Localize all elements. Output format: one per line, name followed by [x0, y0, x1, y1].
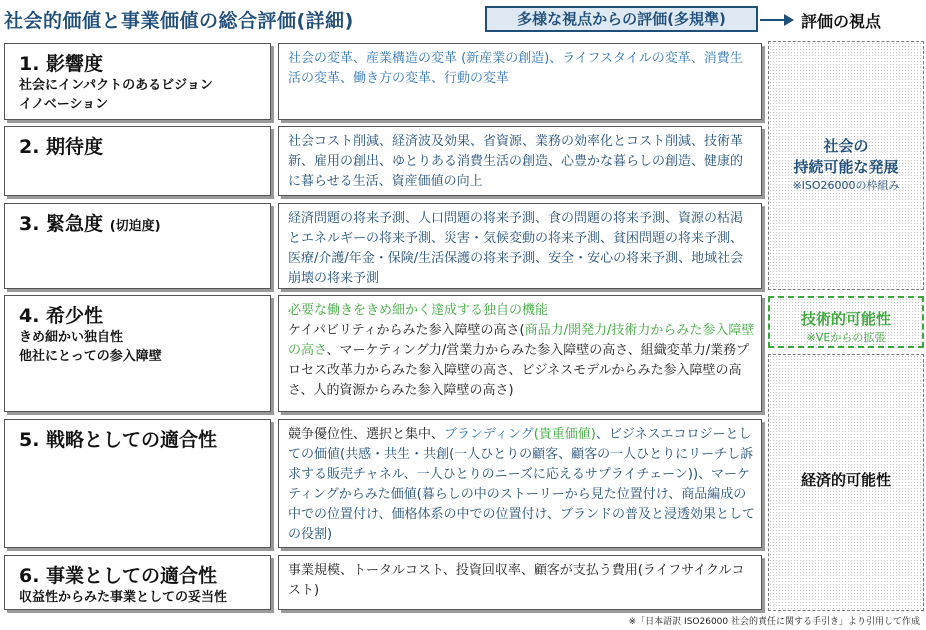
criterion-strategic-fit	[4, 419, 271, 548]
description-text: 、ビジネスエコロジーとしての価値(共感・共生・共創(一人ひとりの顧客、顧客の一人ひとりにリーチし訴求する販売チャネル、一人ひとりのニーズに応えるサプライチェーン))、マーケティングからみた価値(暮らしの中のストーリーから見た位置付け、商品編成の中での位置付け、価格体系の中での位置付け、ブランドの普及と浸透効果としての役割)	[288, 427, 755, 542]
criterion-rarity	[4, 295, 271, 412]
criterion-sub: きめ細かい独自性	[19, 330, 124, 345]
side-label: 技術的可能性	[800, 310, 891, 328]
side-technical-feasibility	[768, 296, 924, 348]
description-text: 、マーケティング力/営業力からみた参入障壁の高さ、組織変革力/業務プロセス改革力からみた参入障壁の高さ、ビジネスモデルからみた参入障壁の高さ、人的資源からみた参入障壁の高さ)	[288, 343, 750, 398]
criterion-sub: 他社にとっての参入障壁	[19, 349, 162, 364]
criterion-sub: 収益性からみた事業としての妥当性	[19, 590, 228, 605]
description-strategic-fit	[278, 419, 762, 548]
description-impact	[278, 43, 762, 120]
page-title: 社会的価値と事業価値の総合評価(詳細)	[4, 10, 354, 32]
side-social-sustainability	[768, 41, 924, 290]
criterion-sub: 社会にインパクトのあるビジョン	[19, 78, 213, 93]
criterion-business-fit	[4, 555, 271, 610]
description-text: 社会コスト削減、経済波及効果、省資源、業務の効率化とコスト削減、技術革新、雇用の創出、ゆとりある消費生活の創造、心豊かな暮らしの創造、健康的に暮らせる生活、資産価値の向上	[288, 134, 744, 189]
arrow-line	[760, 19, 786, 21]
side-note: ※VEからの拡張	[806, 331, 886, 344]
description-rarity	[278, 295, 762, 412]
criterion-name: 6. 事業としての適合性	[19, 565, 218, 587]
description-text: 商品力/開発力/技術力からみた参入障壁の高さ	[288, 323, 755, 358]
description-text: 必要な働きをきめ細かく達成する独自の機能	[288, 303, 549, 318]
description-text: 経済問題の将来予測、人口問題の将来予測、食の問題の将来予測、資源の枯渇とエネルギーの将来予測、災害・気候変動の将来予測、貧困問題の将来予測、医療/介護/年金・保険/生活保護の将来予測、安全・安心の将来予測、地域社会崩壊の将来予測	[288, 211, 744, 286]
description-text: 事業規模、トータルコスト、投資回収率、顧客が支払う費用(ライフサイクルコスト)	[288, 563, 745, 598]
side-note: ※ISO26000の枠組み	[792, 179, 900, 192]
description-text: 社会の変革、産業構造の変革 (新産業の創造)、ライフスタイルの変革、消費生活の変革、働き方の変革、行動の変革	[288, 51, 743, 86]
arrow-right-icon	[784, 14, 794, 26]
footnote: ※「日本語訳 ISO26000 社会的責任に関する手引き」より引用して作成	[628, 617, 920, 627]
description-text: 競争優位性、選択と集中、	[288, 427, 445, 442]
criterion-name-note: (切迫度)	[109, 219, 161, 234]
description-expectation	[278, 126, 762, 196]
criterion-impact	[4, 43, 271, 120]
description-text: ブランディング	[444, 427, 534, 442]
side-label: 社会の	[823, 137, 869, 155]
description-text: (貴重価値)	[533, 427, 596, 442]
description-urgency	[278, 203, 762, 289]
criterion-name: 4. 希少性	[19, 305, 104, 327]
criterion-name: 5. 戦略としての適合性	[19, 429, 218, 451]
perspectives-box: 多様な視点からの評価(多規準)	[485, 6, 758, 32]
criterion-name: 1. 影響度	[19, 53, 104, 75]
side-economic-feasibility	[768, 354, 924, 611]
perspectives-label: 評価の視点	[801, 12, 882, 31]
description-text: ケイパビリティからみた参入障壁の高さ(	[288, 323, 525, 338]
description-business-fit	[278, 555, 762, 610]
criterion-urgency	[4, 203, 271, 289]
side-label: 持続可能な発展	[793, 158, 899, 176]
criterion-expectation	[4, 126, 271, 196]
criterion-sub: イノベーション	[19, 97, 109, 112]
side-label: 経済的可能性	[800, 471, 891, 489]
criterion-name: 3. 緊急度	[19, 213, 104, 235]
criterion-name: 2. 期待度	[19, 136, 104, 158]
